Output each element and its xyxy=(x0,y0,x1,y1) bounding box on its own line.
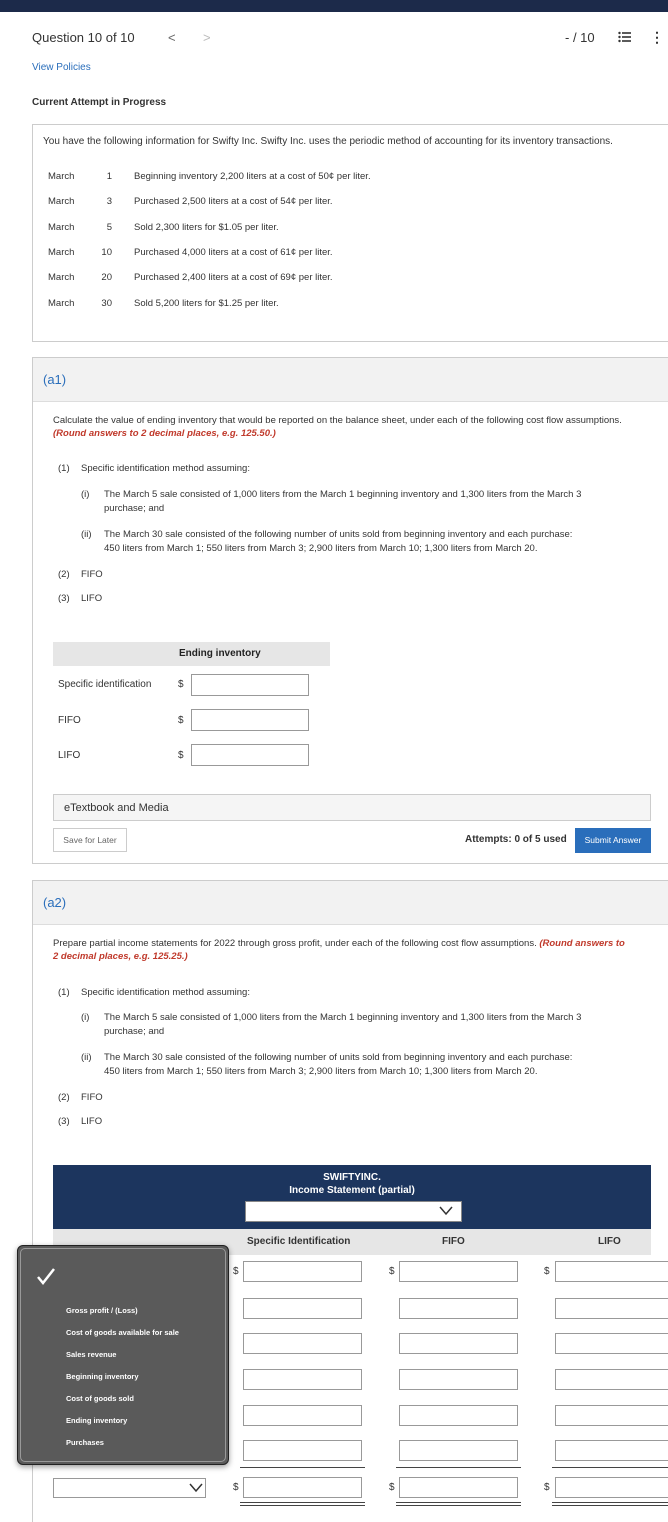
method-1-num: (1) xyxy=(58,463,70,474)
sub-i-num: (i) xyxy=(81,1012,90,1023)
line-item-select[interactable] xyxy=(53,1478,206,1498)
problem-info-box xyxy=(32,124,668,342)
attempt-status: Current Attempt in Progress xyxy=(32,97,167,108)
save-for-later-button[interactable]: Save for Later xyxy=(53,828,127,852)
statement-cell-input[interactable] xyxy=(399,1440,518,1461)
dropdown-option[interactable]: Beginning inventory xyxy=(66,1372,139,1381)
total-double-underline xyxy=(552,1505,668,1506)
statement-cell-input[interactable] xyxy=(399,1298,518,1319)
part-a1-label: (a1) xyxy=(43,372,67,387)
top-bar xyxy=(0,0,668,12)
method-2-text: FIFO xyxy=(81,1092,103,1103)
etextbook-media-bar[interactable]: eTextbook and Media xyxy=(53,794,651,821)
statement-cell-input[interactable] xyxy=(243,1477,362,1498)
dropdown-option[interactable]: Sales revenue xyxy=(66,1350,117,1359)
part-a2-instructions: Prepare partial income statements for 2022 through gross profit, under each of the following cost flow assumptions. (Round answers to 2 decimal places, e.g. 125.25.) xyxy=(53,938,625,962)
statement-cell-input[interactable] xyxy=(399,1369,518,1390)
sub-i-line2: purchase; and xyxy=(104,1026,165,1037)
currency-symbol: $ xyxy=(544,1482,550,1493)
statement-cell-input[interactable] xyxy=(555,1440,668,1461)
sub-i-line2: purchase; and xyxy=(104,503,165,514)
statement-cell-input[interactable] xyxy=(399,1261,518,1282)
part-a1-instructions: Calculate the value of ending inventory that would be reported on the balance sheet, under each of the following cost flow assumptions. (Round answers to 2 decimal places, e.g. 125.50.) xyxy=(53,415,622,439)
currency-symbol: $ xyxy=(389,1266,395,1277)
sub-ii-num: (ii) xyxy=(81,529,92,540)
fifo-ending-inventory-input[interactable] xyxy=(191,709,309,731)
statement-cell-input[interactable] xyxy=(555,1298,668,1319)
currency-symbol: $ xyxy=(178,750,184,761)
sub-ii-num: (ii) xyxy=(81,1052,92,1063)
method-2-text: FIFO xyxy=(81,569,103,580)
column-header-specific-id: Specific Identification xyxy=(247,1236,351,1247)
statement-cell-input[interactable] xyxy=(243,1261,362,1282)
statement-cell-input[interactable] xyxy=(555,1369,668,1390)
subtotal-underline xyxy=(396,1467,521,1468)
currency-symbol: $ xyxy=(233,1482,239,1493)
dropdown-option[interactable]: Gross profit / (Loss) xyxy=(66,1306,138,1315)
subtotal-underline xyxy=(240,1467,365,1468)
method-1-text: Specific identification method assuming: xyxy=(81,987,250,998)
sub-ii-line2: 450 liters from March 1; 550 liters from March 3; 2,900 liters from March 10; 1,300 liters from March 20. xyxy=(104,543,538,554)
total-double-underline xyxy=(396,1505,521,1506)
row-label-specific-id: Specific identification xyxy=(58,679,152,690)
checkmark-icon xyxy=(36,1266,56,1286)
subtotal-underline xyxy=(552,1467,668,1468)
currency-symbol: $ xyxy=(544,1266,550,1277)
statement-cell-input[interactable] xyxy=(243,1440,362,1461)
part-a2-header xyxy=(33,881,668,925)
prev-question-button[interactable]: < xyxy=(168,30,176,45)
currency-symbol: $ xyxy=(178,715,184,726)
ending-inventory-header: Ending inventory xyxy=(53,642,330,666)
statement-cell-input[interactable] xyxy=(243,1369,362,1390)
statement-cell-input[interactable] xyxy=(555,1261,668,1282)
chevron-down-icon xyxy=(439,1205,453,1217)
statement-cell-input[interactable] xyxy=(399,1405,518,1426)
lifo-ending-inventory-input[interactable] xyxy=(191,744,309,766)
submit-answer-button[interactable]: Submit Answer xyxy=(575,828,651,853)
sub-i-line1: The March 5 sale consisted of 1,000 liters from the March 1 beginning inventory and 1,300 liters from the March 3 xyxy=(104,1012,582,1023)
statement-cell-input[interactable] xyxy=(399,1333,518,1354)
total-double-underline xyxy=(240,1505,365,1506)
dropdown-option[interactable]: Purchases xyxy=(66,1438,104,1447)
sub-ii-line1: The March 30 sale consisted of the following number of units sold from beginning inventory and each purchase: xyxy=(104,529,573,540)
question-list-icon[interactable] xyxy=(618,31,631,43)
part-a1-header xyxy=(33,358,668,402)
statement-cell-input[interactable] xyxy=(555,1405,668,1426)
total-double-underline xyxy=(552,1502,668,1503)
method-1-text: Specific identification method assuming: xyxy=(81,463,250,474)
method-2-num: (2) xyxy=(58,1092,70,1103)
column-header-lifo: LIFO xyxy=(598,1236,621,1247)
attempts-counter: Attempts: 0 of 5 used xyxy=(465,834,567,845)
statement-name: Income Statement (partial) xyxy=(289,1185,415,1196)
sub-i-num: (i) xyxy=(81,489,90,500)
sub-ii-line2: 450 liters from March 1; 550 liters from March 3; 2,900 liters from March 10; 1,300 liters from March 20. xyxy=(104,1066,538,1077)
method-3-num: (3) xyxy=(58,593,70,604)
question-counter: Question 10 of 10 xyxy=(32,30,135,45)
row-label-fifo: FIFO xyxy=(58,715,81,726)
statement-cell-input[interactable] xyxy=(555,1333,668,1354)
total-double-underline xyxy=(240,1502,365,1503)
method-3-text: LIFO xyxy=(81,1116,103,1127)
row-label-lifo: LIFO xyxy=(58,750,81,761)
method-1-num: (1) xyxy=(58,987,70,998)
method-2-num: (2) xyxy=(58,569,70,580)
statement-cell-input[interactable] xyxy=(243,1298,362,1319)
sub-i-line1: The March 5 sale consisted of 1,000 liters from the March 1 beginning inventory and 1,300 liters from the March 3 xyxy=(104,489,582,500)
statement-cell-input[interactable] xyxy=(555,1477,668,1498)
currency-symbol: $ xyxy=(389,1482,395,1493)
part-a2-label: (a2) xyxy=(43,895,67,910)
total-double-underline xyxy=(396,1502,521,1503)
dropdown-option[interactable]: Ending inventory xyxy=(66,1416,128,1425)
income-statement-title xyxy=(53,1171,651,1197)
company-name: SWIFTYINC. xyxy=(323,1172,381,1183)
method-3-text: LIFO xyxy=(81,593,103,604)
rounding-note: (Round answers to 2 decimal places, e.g. 125.50.) xyxy=(53,428,276,439)
currency-symbol: $ xyxy=(178,679,184,690)
currency-symbol: $ xyxy=(233,1266,239,1277)
column-header-fifo: FIFO xyxy=(442,1236,465,1247)
more-options-icon[interactable]: ⋮ xyxy=(650,29,664,45)
view-policies-link[interactable]: View Policies xyxy=(32,62,91,73)
statement-cell-input[interactable] xyxy=(243,1405,362,1426)
sub-ii-line1: The March 30 sale consisted of the following number of units sold from beginning inventory and each purchase: xyxy=(104,1052,573,1063)
score-display: - / 10 xyxy=(565,30,595,45)
period-select[interactable] xyxy=(245,1201,462,1222)
chevron-down-icon xyxy=(189,1482,203,1494)
method-3-num: (3) xyxy=(58,1116,70,1127)
statement-cell-input[interactable] xyxy=(399,1477,518,1498)
dropdown-option[interactable]: Cost of goods available for sale xyxy=(66,1328,179,1337)
next-question-button[interactable]: > xyxy=(203,30,211,45)
problem-intro: You have the following information for Swifty Inc. Swifty Inc. uses the periodic method of accounting for its inventory transactions. xyxy=(43,136,613,147)
statement-cell-input[interactable] xyxy=(243,1333,362,1354)
dropdown-option[interactable]: Cost of goods sold xyxy=(66,1394,134,1403)
specific-id-ending-inventory-input[interactable] xyxy=(191,674,309,696)
